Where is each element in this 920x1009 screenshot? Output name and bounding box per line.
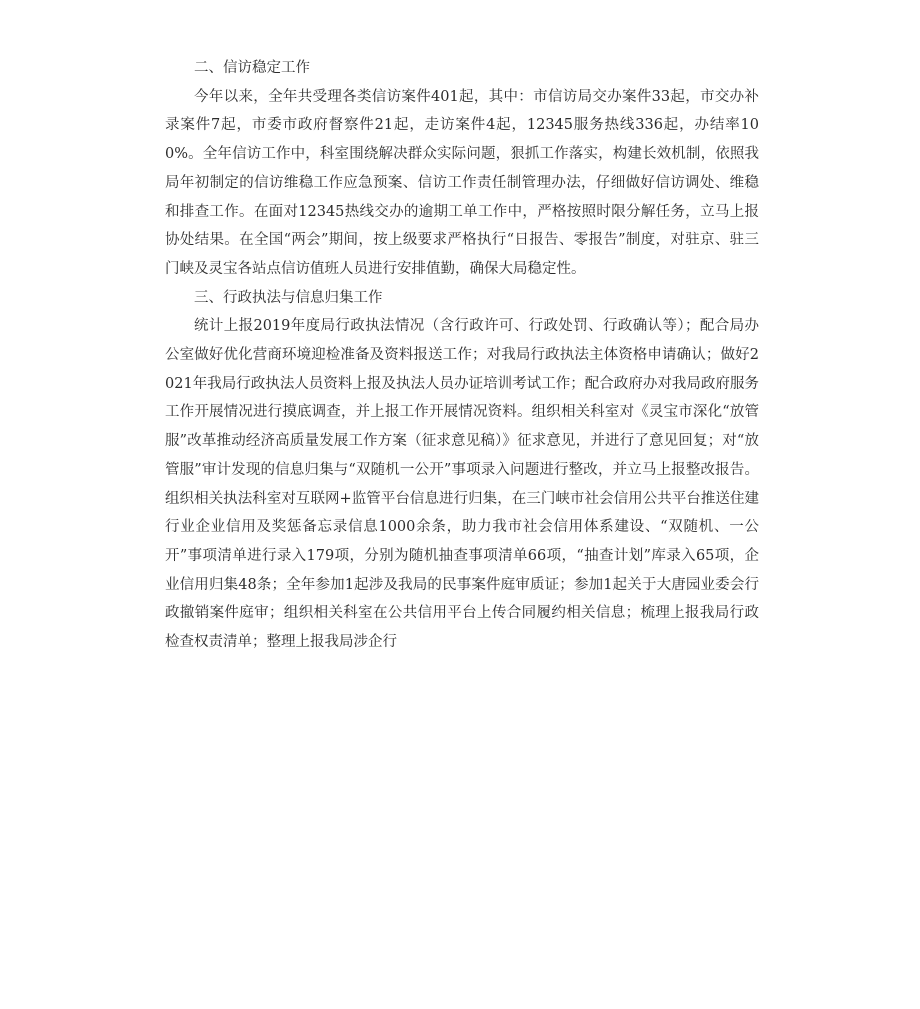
section-heading-petition: 二、信访稳定工作 bbox=[194, 60, 310, 76]
section-heading-enforcement: 三、行政执法与信息归集工作 bbox=[194, 289, 383, 306]
document-page bbox=[165, 54, 759, 657]
section-body-petition: 今年以来，全年共受理各类信访案件401起，其中：市信访局交办案件33起，市交办补录案件7起，市委市政府督察件21起，走访案件4起，12345服务热线336起，办结率100%。全年信访工作中，科室围绕解决群众实际问题，狠抓工作落实，构建长效机制，依照我局年初制定的信访维稳工作应急预案、信访工作责任制管理办法，仔细做好信访调处、维稳和排查工作。在面对12345热线交办的逾期工单工作中，严格按照时限分解任务，立马上报协处结果。在全国“两会”期间，按上级要求严格执行“日报告、零报告”制度，对驻京、驻三门峡及灵宝各站点信访值班人员进行安排值勤，确保大局稳定性。 bbox=[165, 88, 759, 277]
section-body-enforcement: 统计上报2019年度局行政执法情况（含行政许可、行政处罚、行政确认等）；配合局办公室做好优化营商环境迎检准备及资料报送工作；对我局行政执法主体资格申请确认；做好2021年我局行政执法人员资料上报及执法人员办证培训考试工作；配合政府办对我局政府服务工作开展情况进行摸底调查，并上报工作开展情况资料。组织相关科室对《灵宝市深化“放管服”改革推动经济高质量发展工作方案（征求意见稿）》征求意见，并进行了意见回复；对“放管服”审计发现的信息归集与“双随机一公开”事项录入问题进行整改，并立马上报整改报告。组织相关执法科室对互联网+监管平台信息进行归集，在三门峡市社会信用公共平台推送住建行业企业信用及奖惩备忘录信息1000余条，助力我市社会信用体系建设、“双随机、一公开”事项清单进行录入179项，分别为随机抽查事项清单66项，“抽查计划”库录入65项，企业信用归集48条；全年参加1起涉及我局的民事案件庭审质证；参加1起关于大唐园业委会行政撤销案件庭审；组织相关科室在公共信用平台上传合同履约相关信息；梳理上报我局行政检查权责清单；整理上报我局涉企行 bbox=[165, 318, 759, 651]
